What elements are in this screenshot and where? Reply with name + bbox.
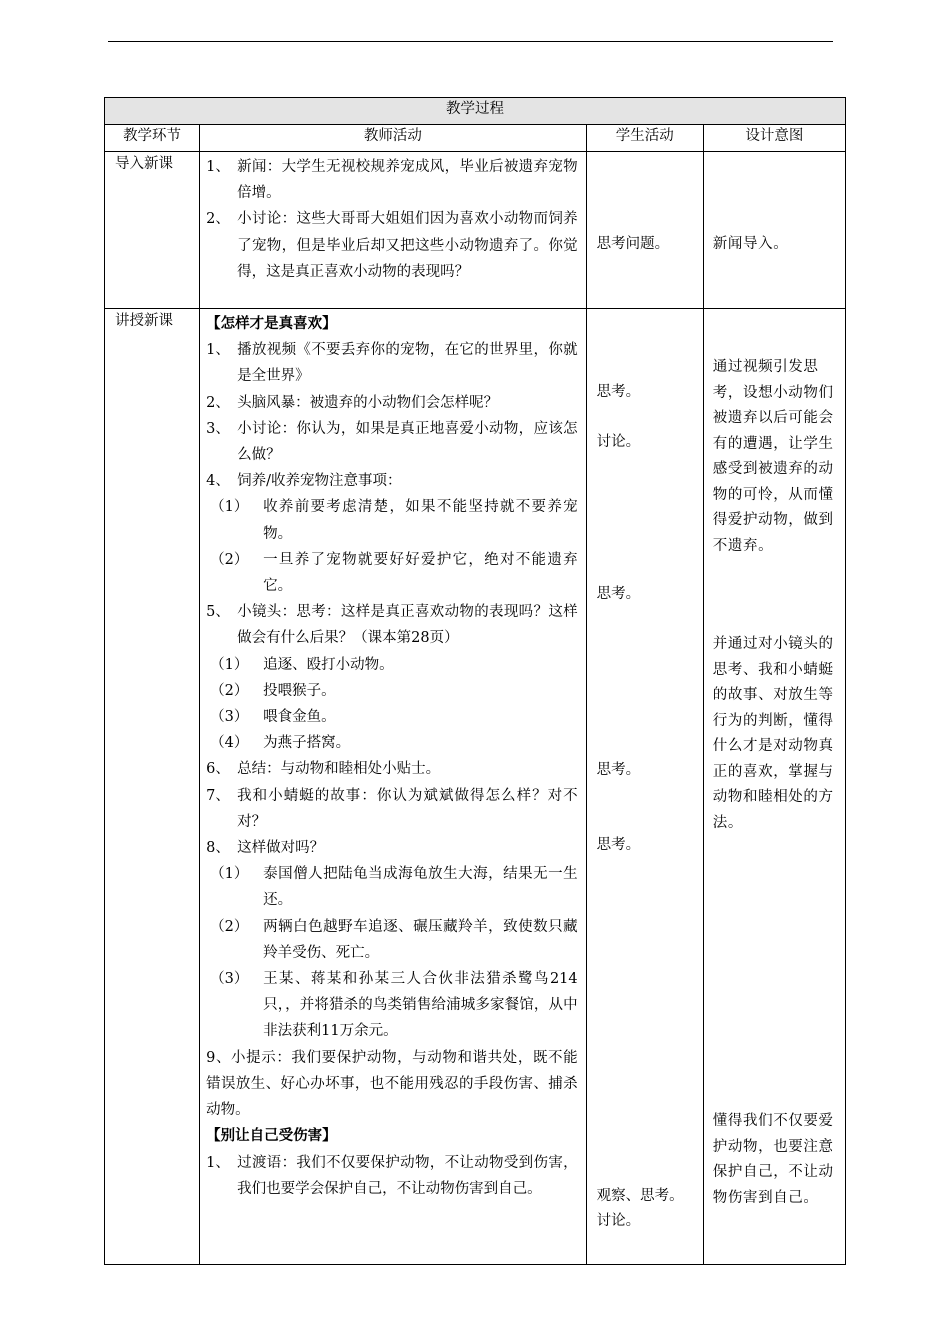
list-item: （1） 追逐、殴打小动物。 [210, 656, 394, 673]
table-header-row [105, 125, 846, 152]
list-item: 5、 小镜头：思考：这样是真正喜欢动物的表现吗？这样做会有什么后果？（课本第28页） [206, 604, 578, 647]
list-item: 1、 过渡语：我们不仅要保护动物，不让动物受到伤害，我们也要学会保护自己，不让动物伤害到自己。 [206, 1154, 578, 1197]
list-item: （2） 一旦养了宠物就要好好爱护它，绝对不能遗弃它。 [210, 551, 578, 595]
list-item: （1） 收养前要考虑清楚，如果不能坚持就不要养宠物。 [210, 499, 578, 542]
intent-new-lesson: 通过视频引发思考，设想小动物们被遗弃以后可能会有的遭遇，让学生感受到被遗弃的动物的可怜，从而懂得爱护动物，做到不遗弃。 并通过对小镜头的思考、我和小蜻蜓的故事、对放生等行为的判断，懂得什么才是对动物真正的喜欢，掌握与动物和睦相处的方法。 懂得我们不仅要爱护动物，也要注意保护自己，不让动物伤害到自己。 [703, 309, 845, 1265]
list-item: （2） 两辆白色越野车追逐、碾压藏羚羊，致使数只藏羚羊受伤、死亡。 [210, 918, 578, 961]
list-item: 2、 头脑风暴：被遗弃的小动物们会怎样呢？ [206, 394, 499, 411]
tip-paragraph: 9、小提示：我们要保护动物，与动物和谐共处，既不能错误放生、好心办坏事，也不能用残忍的手段伤害、捕杀动物。 [206, 1049, 578, 1119]
list-item: （2） 投喂猴子。 [210, 682, 336, 699]
list-item: （1） 泰国僧人把陆龟当成海龟放生大海，结果无一生还。 [210, 866, 578, 909]
list-item: 1、 新闻：大学生无视校规养宠成风，毕业后被遗弃宠物倍增。 [206, 159, 578, 202]
list-item: 4、 饲养/收养宠物注意事项： [206, 473, 402, 490]
list-item: 7、 我和小蜻蜓的故事：你认为斌斌做得怎么样？对不对？ [206, 787, 578, 830]
table-title: 教学过程 [105, 98, 846, 125]
table-row [105, 309, 846, 1265]
intent-intro: 新闻导入。 [703, 152, 845, 309]
section-heading: 【怎样才是真喜欢】 [206, 315, 337, 332]
list-item: 2、 小讨论：这些大哥哥大姐姐们因为喜欢小动物而饲养了宠物，但是毕业后却又把这些小动物遗弃了。你觉得，这是真正喜欢小动物的表现吗？ [206, 211, 578, 280]
list-item: 1、 播放视频《不要丢弃你的宠物，在它的世界里，你就是全世界》 [206, 342, 578, 385]
list-item: 3、 小讨论：你认为，如果是真正地喜爱小动物，应该怎么做？ [206, 420, 578, 464]
table-row [105, 152, 846, 309]
header-teacher: 教师活动 [200, 125, 587, 152]
list-item: 6、 总结：与动物和睦相处小贴士。 [206, 761, 441, 778]
list-item: 8、 这样做对吗？ [206, 840, 325, 857]
list-item: （3） 王某、蒋某和孙某三人合伙非法猎杀鹭鸟214只，，并将猎杀的鸟类销售给浦城多家餐馆，从中非法获利11万余元。 [210, 971, 578, 1040]
list-item: （3） 喂食金鱼。 [210, 709, 336, 726]
student-intro: 思考问题。 [586, 152, 703, 309]
teacher-intro [200, 152, 587, 309]
teacher-new-lesson [200, 309, 587, 1265]
table-title-row [105, 98, 846, 125]
header-student: 学生活动 [586, 125, 703, 152]
header-rule [108, 41, 833, 42]
header-stage: 教学环节 [105, 125, 200, 152]
list-item: （4） 为燕子搭窝。 [210, 735, 351, 752]
stage-intro: 导入新课 [105, 152, 200, 309]
student-new-lesson: 思考。 讨论。 思考。 思考。 思考。 观察、思考。 讨论。 [586, 309, 703, 1265]
header-intent: 设计意图 [703, 125, 845, 152]
stage-new-lesson: 讲授新课 [105, 309, 200, 1265]
teaching-process-table [104, 97, 846, 1265]
section-heading: 【别让自己受伤害】 [206, 1127, 337, 1145]
